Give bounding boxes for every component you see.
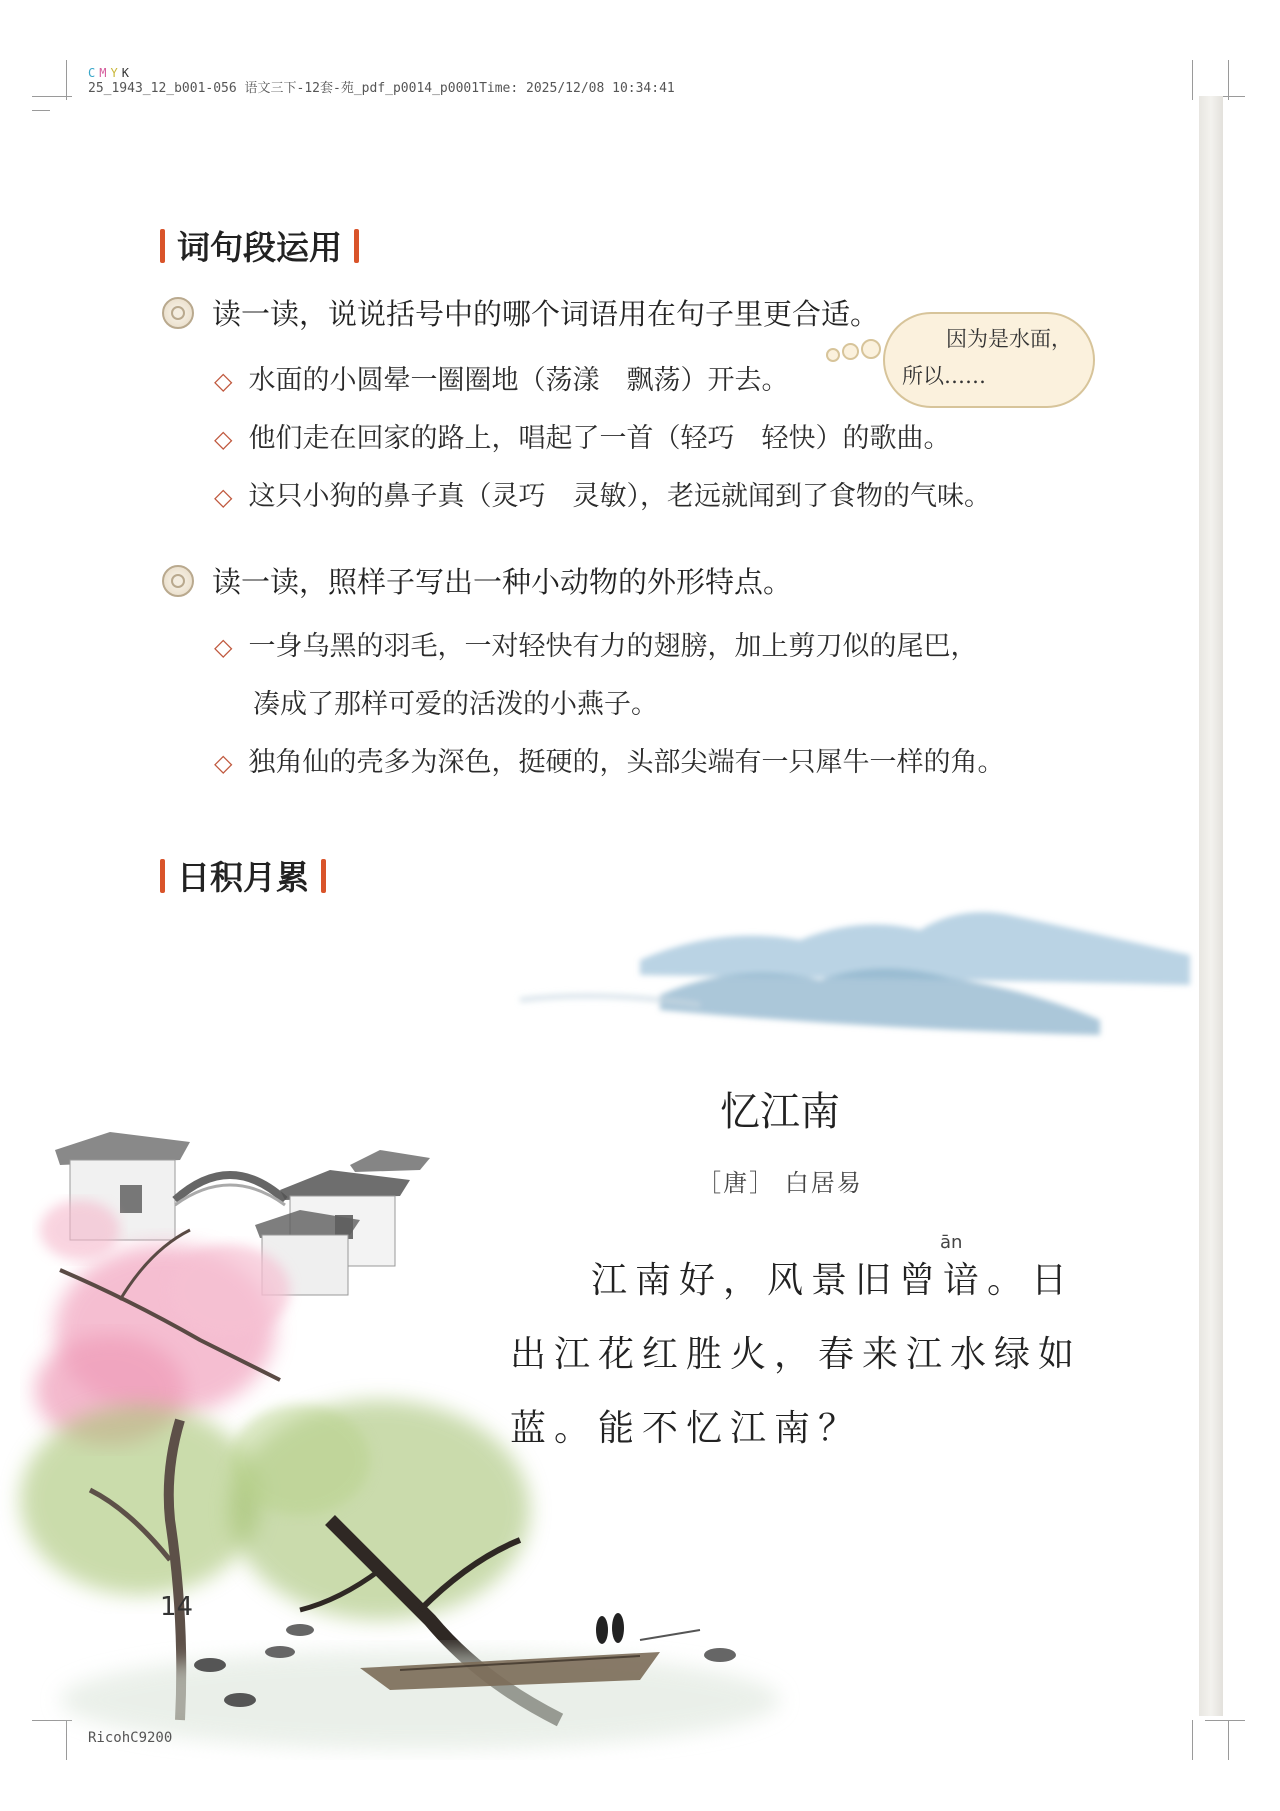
cmyk-k: K xyxy=(121,66,133,80)
question-1-prompt: 读一读，说说括号中的哪个词语用在句子里更合适。 xyxy=(212,297,880,331)
section-title-text: 词句段运用 xyxy=(177,228,342,267)
diamond-bullet-icon: ◇ xyxy=(214,367,233,395)
file-info: 25_1943_12_b001-056 语文三下-12套-苑_pdf_p0014_p0001Time: 2025/12/08 10:34:41 xyxy=(88,81,675,96)
cmyk-y: Y xyxy=(110,66,122,80)
poem-line: 蓝。能不忆江南？ xyxy=(510,1408,863,1449)
poem-title: 忆江南 xyxy=(720,1089,840,1135)
cmyk-c: C xyxy=(88,66,100,80)
cmyk-m: M xyxy=(99,66,111,80)
poem-author: ［唐］ 白居易 xyxy=(697,1169,863,1197)
poem-line: 江南好，风景旧曾谙。日 xyxy=(591,1260,1076,1301)
section-title-text: 日积月累 xyxy=(177,858,309,897)
mountains-illustration xyxy=(520,912,1190,1035)
item-text: 独角仙的壳多为深色，挺硬的，头部尖端有一只犀牛一样的角。 xyxy=(248,747,1005,778)
bubble-line-1: 因为是水面， xyxy=(946,327,1072,351)
item-text: 他们走在回家的路上，唱起了一首（轻巧 轻快）的歌曲。 xyxy=(248,423,951,454)
pinyin-annotation: ān xyxy=(940,1232,963,1253)
item-text: 水面的小圆晕一圈圈地（荡漾 飘荡）开去。 xyxy=(248,365,789,396)
bubble-line-2: 所以…… xyxy=(902,364,986,388)
item-text: 一身乌黑的羽毛，一对轻快有力的翅膀，加上剪刀似的尾巴， xyxy=(248,631,978,662)
poem-line: 出江花红胜火，春来江水绿如 xyxy=(510,1334,1083,1375)
diamond-bullet-icon: ◇ xyxy=(214,633,233,661)
item-text: 这只小狗的鼻子真（灵巧 灵敏），老远就闻到了食物的气味。 xyxy=(248,481,991,512)
diamond-bullet-icon: ◇ xyxy=(214,483,233,511)
diamond-bullet-icon: ◇ xyxy=(214,425,233,453)
question-2-prompt: 读一读，照样子写出一种小动物的外形特点。 xyxy=(212,565,793,599)
item-text: 凑成了那样可爱的活泼的小燕子。 xyxy=(253,689,658,720)
page-number: 14 xyxy=(160,1592,194,1622)
printer-footer: RicohC9200 xyxy=(88,1730,173,1746)
diamond-bullet-icon: ◇ xyxy=(214,749,233,777)
